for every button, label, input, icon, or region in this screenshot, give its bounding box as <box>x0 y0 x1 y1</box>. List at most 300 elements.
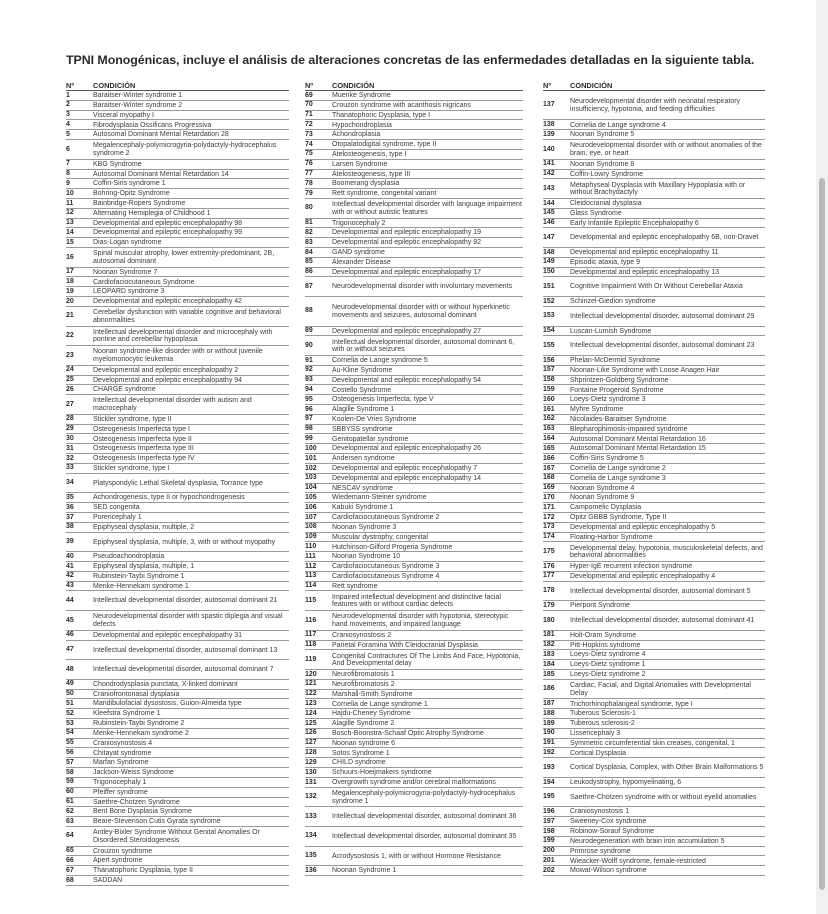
table-row <box>305 415 523 425</box>
table-row <box>543 209 765 219</box>
row-condition: Alternating Hemiplegia of Childhood 1 <box>93 209 211 217</box>
row-number: 39 <box>66 538 74 546</box>
row-condition: Fibrodysplasia Ossificans Progressiva <box>93 121 212 129</box>
row-number: 157 <box>543 366 555 374</box>
header-condition: CONDICIÓN <box>332 81 375 90</box>
table-row <box>66 395 289 415</box>
table-row <box>66 680 289 690</box>
row-condition: Koolen-De Vries Syndrome <box>332 415 417 423</box>
table-row <box>305 248 523 258</box>
table-row <box>305 847 523 867</box>
row-number: 121 <box>305 680 317 688</box>
row-condition: Marfan Syndrome <box>93 759 149 767</box>
row-number: 153 <box>543 312 555 320</box>
row-number: 170 <box>543 493 555 501</box>
row-number: 79 <box>305 189 313 197</box>
row-condition: Atelosteogenesis, type I <box>332 150 407 158</box>
row-condition: Stickler syndrome, type I <box>93 464 170 472</box>
row-condition: Developmental and epileptic encephalopathy 13 <box>570 268 720 276</box>
table-row <box>543 572 765 582</box>
table-row <box>66 582 289 592</box>
table-row <box>543 641 765 651</box>
table-row <box>66 827 289 847</box>
row-number: 198 <box>543 827 555 835</box>
row-number: 48 <box>66 665 74 673</box>
row-number: 126 <box>305 729 317 737</box>
row-number: 159 <box>543 386 555 393</box>
row-number: 143 <box>543 184 555 192</box>
row-number: 102 <box>305 464 317 472</box>
row-number: 65 <box>66 847 74 855</box>
row-number: 150 <box>543 268 555 276</box>
row-number: 66 <box>66 856 74 864</box>
table-row <box>66 856 289 866</box>
row-condition: Developmental and epileptic encephalopathy 31 <box>93 631 243 639</box>
row-number: 82 <box>305 228 313 236</box>
row-condition: Larsen Syndrome <box>332 160 388 168</box>
table-row <box>305 258 523 268</box>
row-condition: Coffin-Siris Syndrome 5 <box>570 455 644 463</box>
table-row <box>66 101 289 111</box>
row-number: 3 <box>66 111 70 119</box>
table-row <box>305 484 523 494</box>
row-condition: Primrose syndrome <box>570 847 631 855</box>
row-condition: Blepharophimosis-impaired syndrome <box>570 425 688 433</box>
row-number: 191 <box>543 739 555 747</box>
row-number: 6 <box>66 145 70 153</box>
table-row <box>66 189 289 199</box>
table-row <box>543 611 765 631</box>
row-number: 115 <box>305 596 317 604</box>
row-number: 84 <box>305 248 313 256</box>
table-row <box>305 150 523 160</box>
row-number: 163 <box>543 425 555 433</box>
table-row <box>66 729 289 739</box>
row-number: 116 <box>305 616 317 624</box>
table-row <box>305 680 523 690</box>
row-condition: Crouzon syndrome with acanthosis nigricans <box>332 101 471 109</box>
row-condition: Cognitive Impairment With Or Without Cerebellar Ataxia <box>570 283 743 291</box>
table-row <box>66 366 289 376</box>
row-number: 117 <box>305 631 317 639</box>
table-row <box>66 493 289 503</box>
row-number: 132 <box>305 793 317 801</box>
row-number: 199 <box>543 837 555 845</box>
table-row <box>543 778 765 788</box>
row-condition: Neurodevelopmental disorder with involuntary movements <box>332 283 513 291</box>
table-row <box>305 434 523 444</box>
row-condition: Neurodevelopmental disorder with spastic diplegia and visual defects <box>93 613 283 628</box>
row-number: 161 <box>543 405 555 413</box>
table-row <box>543 856 765 866</box>
row-condition: Apert syndrome <box>93 857 143 865</box>
row-condition: Saethre-Chotzen syndrome with or without eyelid anomalies <box>570 793 757 801</box>
table-row <box>305 533 523 543</box>
table-row <box>543 542 765 562</box>
row-number: 139 <box>543 130 555 138</box>
table-row <box>543 680 765 700</box>
row-number: 59 <box>66 778 74 786</box>
row-number: 195 <box>543 793 555 801</box>
row-number: 106 <box>305 503 317 511</box>
row-number: 71 <box>305 111 313 119</box>
table-row <box>66 533 289 553</box>
row-number: 16 <box>66 253 74 261</box>
table-row <box>543 120 765 130</box>
row-number: 110 <box>305 543 317 550</box>
row-condition: Developmental and epileptic encephalopathy 94 <box>93 376 243 384</box>
row-condition: KBG Syndrome <box>93 160 142 168</box>
row-condition: Developmental and epileptic encephalopathy 19 <box>332 229 482 237</box>
row-condition: Fontaine Progeroid Syndrome <box>570 386 664 394</box>
row-number: 57 <box>66 758 74 766</box>
row-condition: Chondrodysplasia punctata, X-linked dominant <box>93 680 238 688</box>
row-condition: Intellectual developmental disorder, autosomal dominant 23 <box>570 342 755 350</box>
table-row <box>305 454 523 464</box>
row-number: 179 <box>543 601 555 609</box>
row-number: 169 <box>543 484 555 492</box>
row-condition: Noonan Syndrome 7 <box>93 268 158 276</box>
row-number: 173 <box>543 523 555 531</box>
row-number: 7 <box>66 160 70 168</box>
row-number: 30 <box>66 435 74 443</box>
table-row <box>305 385 523 395</box>
row-number: 54 <box>66 729 74 737</box>
row-condition: Noonan syndrome-like disorder with or without juvenile myelomonocytic leukemia <box>93 348 263 363</box>
row-number: 81 <box>305 219 313 227</box>
row-number: 107 <box>305 513 317 521</box>
row-condition: Trigonocephaly 1 <box>93 778 147 786</box>
table-row <box>66 238 289 248</box>
table-row <box>543 474 765 484</box>
table-row <box>66 179 289 189</box>
table-row <box>305 807 523 827</box>
table-row <box>543 434 765 444</box>
row-number: 177 <box>543 572 555 580</box>
table-row <box>543 484 765 494</box>
row-number: 128 <box>305 749 317 757</box>
table-column-3 <box>543 80 765 876</box>
row-number: 45 <box>66 616 74 624</box>
row-condition: Cardiac, Facial, and Digital Anomalies with Developmental Delay <box>570 681 751 697</box>
row-number: 91 <box>305 356 313 364</box>
table-row <box>543 523 765 533</box>
table-row <box>66 758 289 768</box>
row-number: 141 <box>543 160 555 168</box>
row-condition: Developmental and epileptic encephalopathy 54 <box>332 376 482 384</box>
table-row <box>66 778 289 788</box>
row-number: 99 <box>305 435 313 443</box>
row-condition: Hypochondroplasia <box>332 121 392 129</box>
row-condition: Bainbridge-Ropers Syndrome <box>93 200 186 208</box>
row-condition: Loeys-Dietz syndrome 2 <box>570 671 646 679</box>
table-row <box>66 474 289 494</box>
row-number: 15 <box>66 238 74 246</box>
table-row <box>543 866 765 876</box>
row-condition: Mowat-Wilson syndrome <box>570 867 647 875</box>
table-row <box>66 866 289 876</box>
row-condition: GAND syndrome <box>332 249 385 257</box>
table-row <box>543 268 765 278</box>
row-condition: Intellectual developmental disorder, autosomal dominant 36 <box>332 813 517 821</box>
row-condition: Bohring-Opitz Syndrome <box>93 190 170 198</box>
table-row <box>543 513 765 523</box>
table-row <box>543 327 765 337</box>
table-row <box>66 523 289 533</box>
row-condition: Kleefstra Syndrome 1 <box>93 710 161 718</box>
row-condition: Glass Syndrome <box>570 209 622 217</box>
table-row <box>66 690 289 700</box>
row-number: 29 <box>66 425 74 433</box>
row-number: 58 <box>66 768 74 776</box>
table-row <box>305 366 523 376</box>
row-condition: Cornelia de Lange syndrome 3 <box>570 474 666 482</box>
row-condition: Episodic ataxia, type 9 <box>570 258 641 266</box>
row-condition: Parietal Foramina With Cleidocranial Dysplasia <box>332 641 478 649</box>
row-number: 120 <box>305 670 317 678</box>
row-condition: Cardiofaciocutaneous Syndrome <box>93 278 195 286</box>
row-number: 175 <box>543 547 555 555</box>
row-number: 53 <box>66 719 74 727</box>
row-condition: Rubinstein-Taybi Syndrome 1 <box>93 572 185 580</box>
row-condition: Achondroplasia <box>332 131 381 139</box>
row-condition: Muenke Syndrome <box>332 92 391 100</box>
row-number: 62 <box>66 807 74 815</box>
row-number: 137 <box>543 101 555 109</box>
row-condition: Epiphyseal dysplasia, multiple, 3, with or without myopathy <box>93 538 276 546</box>
row-condition: Trigonocephaly 2 <box>332 219 386 227</box>
table-row <box>305 641 523 651</box>
row-number: 90 <box>305 341 313 349</box>
row-number: 12 <box>66 209 74 217</box>
table-row <box>305 788 523 808</box>
table-row <box>305 513 523 523</box>
table-row <box>66 219 289 229</box>
table-row <box>543 739 765 749</box>
row-number: 123 <box>305 700 317 707</box>
row-number: 5 <box>66 130 70 138</box>
table-row <box>543 297 765 307</box>
table-row <box>66 297 289 307</box>
table-row <box>66 287 289 297</box>
row-number: 129 <box>305 758 317 766</box>
row-condition: Autosomal Dominant Mental Retardation 28 <box>93 131 229 139</box>
row-number: 70 <box>305 101 313 109</box>
row-number: 176 <box>543 562 555 570</box>
row-number: 103 <box>305 474 317 482</box>
table-row <box>66 641 289 661</box>
row-number: 31 <box>66 444 74 452</box>
row-condition: Osteogenesis Imperfecta type II <box>93 435 192 443</box>
row-condition: Megalencephaly-polymicrogyria-polydactyly-hydrocephalus syndrome 1 <box>332 789 516 805</box>
table-row <box>543 366 765 376</box>
table-row <box>543 631 765 641</box>
row-condition: Craniosynostosis 4 <box>93 739 153 747</box>
vertical-scrollbar[interactable] <box>816 0 828 914</box>
table-row <box>66 268 289 278</box>
row-condition: Intellectual developmental disorder, autosomal dominant 41 <box>570 617 755 625</box>
row-condition: Wieacker-Wolff syndrome, female-restricted <box>570 857 706 865</box>
table-row <box>543 307 765 327</box>
row-condition: Holt-Oram Syndrome <box>570 631 637 639</box>
table-row <box>66 768 289 778</box>
row-number: 181 <box>543 631 555 639</box>
table-row <box>543 91 765 120</box>
table-row <box>305 160 523 170</box>
row-condition: Cardiofaciocutaneous Syndrome 2 <box>332 514 440 522</box>
row-condition: Loeys-Dietz syndrome 4 <box>570 651 646 659</box>
row-number: 101 <box>305 454 317 462</box>
table-row <box>305 91 523 101</box>
row-condition: Osteogenesis Imperfecta type I <box>93 425 190 433</box>
table-row <box>305 748 523 758</box>
row-condition: Alagille Syndrome 1 <box>332 406 395 414</box>
row-condition: Intellectual developmental disorder and microcephaly with pontine and cerebellar hypoplasia <box>93 328 273 344</box>
table-row <box>543 425 765 435</box>
table-row <box>66 385 289 395</box>
row-number: 119 <box>305 655 317 663</box>
table-row <box>305 719 523 729</box>
row-number: 162 <box>543 415 555 423</box>
row-number: 26 <box>66 385 74 393</box>
row-condition: Neurodevelopmental disorder with hypotonia, stereotypic hand movements, and impaired language <box>332 613 509 628</box>
table-row <box>66 327 289 347</box>
table-row <box>305 650 523 670</box>
table-row <box>305 699 523 709</box>
row-number: 47 <box>66 646 74 654</box>
row-condition: Muscular dystrophy, congenital <box>332 533 428 541</box>
row-number: 130 <box>305 768 317 776</box>
table-row <box>305 120 523 130</box>
row-condition: Intellectual developmental disorder, autosomal dominant 29 <box>570 312 755 320</box>
table-row <box>543 160 765 170</box>
scrollbar-thumb[interactable] <box>819 178 825 890</box>
row-condition: Osteogenesis Imperfecta type IV <box>93 455 195 463</box>
row-condition: Craniofrontonasal dysplasia <box>93 690 180 698</box>
row-condition: Thanatophoric Dysplasia, type II <box>93 867 193 875</box>
row-condition: Lissencephaly 3 <box>570 729 621 737</box>
row-condition: Neurodevelopmental disorder with neonatal respiratory insufficiency, hypotonia, and feeding difficulties <box>570 98 741 113</box>
row-condition: Coffin-Siris syndrome 1 <box>93 180 166 188</box>
row-condition: Bent Bone Dysplasia Syndrome <box>93 808 192 816</box>
row-number: 73 <box>305 130 313 138</box>
row-condition: Crouzon syndrome <box>93 847 153 855</box>
row-number: 136 <box>305 866 317 874</box>
table-row <box>305 631 523 641</box>
row-condition: Intellectual developmental disorder with autism and macrocephaly <box>93 397 252 412</box>
row-number: 13 <box>66 219 74 227</box>
row-condition: Pfeiffer syndrome <box>93 788 148 796</box>
row-number: 85 <box>305 258 313 266</box>
row-number: 190 <box>543 729 555 737</box>
table-row <box>305 376 523 386</box>
row-number: 194 <box>543 778 555 786</box>
row-condition: SBBYSS syndrome <box>332 425 393 433</box>
row-number: 142 <box>543 170 555 178</box>
row-condition: Platyspondylic Lethal Skeletal dysplasia, Torrance type <box>93 479 263 487</box>
row-condition: Marshall-Smith Syndrome <box>332 690 413 698</box>
table-row <box>543 228 765 248</box>
table-row <box>543 493 765 503</box>
row-condition: Developmental and epileptic encephalopathy 6B, non-Dravet <box>570 234 759 242</box>
table-row <box>305 277 523 297</box>
table-row <box>543 415 765 425</box>
row-number: 193 <box>543 763 555 771</box>
row-condition: Phelan-McDermid Syndrome <box>570 357 660 365</box>
table-row <box>66 876 289 886</box>
row-number: 138 <box>543 121 555 129</box>
table-row <box>543 130 765 140</box>
row-number: 164 <box>543 435 555 443</box>
row-condition: Developmental and epileptic encephalopathy 4 <box>570 572 716 580</box>
row-condition: Hyper-IgE recurrent infection syndrome <box>570 563 693 571</box>
table-column-1 <box>66 80 289 886</box>
header-number: Nº <box>543 81 552 90</box>
row-number: 72 <box>305 121 313 129</box>
table-row <box>305 690 523 700</box>
row-condition: Intellectual developmental disorder with language impairment with or without autistic features <box>332 201 522 216</box>
table-row <box>66 591 289 611</box>
row-number: 118 <box>305 641 317 649</box>
table-row <box>543 788 765 808</box>
row-condition: Developmental and epileptic encephalopathy 14 <box>332 474 482 482</box>
row-number: 127 <box>305 739 317 747</box>
row-number: 38 <box>66 523 74 531</box>
table-row <box>305 199 523 219</box>
table-row <box>543 650 765 660</box>
row-condition: Neurodevelopmental disorder with or without anomalies of the brain, eye, or heart <box>570 142 762 157</box>
row-condition: Otopalatodigital syndrome, type II <box>332 141 437 149</box>
table-row <box>543 258 765 268</box>
row-number: 21 <box>66 312 74 320</box>
row-number: 63 <box>66 817 74 825</box>
table-row <box>305 778 523 788</box>
row-condition: Alexander Disease <box>332 258 391 266</box>
row-condition: Autosomal Dominant Mental Retardation 15 <box>570 445 706 453</box>
row-condition: Epiphyseal dysplasia, multiple, 1 <box>93 563 195 571</box>
table-rows <box>305 91 523 876</box>
table-row <box>66 228 289 238</box>
row-condition: Congenital Contractures Of The Limbs And Face, Hypotonia, And Developmental delay <box>332 652 521 668</box>
row-number: 24 <box>66 366 74 374</box>
row-number: 60 <box>66 788 74 796</box>
header-number: Nº <box>66 81 75 90</box>
row-condition: Developmental delay, hypotonia, musculoskeletal defects, and behavioral abnormalities <box>570 544 763 560</box>
row-number: 50 <box>66 690 74 698</box>
row-condition: Noonan Syndrome 5 <box>570 131 635 139</box>
row-condition: Cortical Dysplasia, Complex, with Other Brain Malformations 5 <box>570 764 764 772</box>
header-number: Nº <box>305 81 314 90</box>
table-row <box>66 454 289 464</box>
row-condition: Pseudoachondroplasia <box>93 553 165 561</box>
row-number: 46 <box>66 631 74 639</box>
table-row <box>66 140 289 160</box>
row-condition: Neurodevelopmental disorder with or without hyperkinetic movements and seizures, autosomal dominant <box>332 304 510 319</box>
table-row <box>543 758 765 778</box>
row-number: 51 <box>66 699 74 707</box>
row-condition: Acrodysostosis 1, with or without Hormone Resistance <box>332 852 501 860</box>
table-row <box>66 699 289 709</box>
row-number: 104 <box>305 484 317 492</box>
table-row <box>66 788 289 798</box>
row-number: 49 <box>66 680 74 688</box>
row-number: 36 <box>66 503 74 511</box>
row-number: 19 <box>66 287 74 295</box>
row-condition: Shprintzen-Goldberg Syndrome <box>570 376 669 384</box>
row-condition: Cardiofaciocutaneous Syndrome 4 <box>332 572 440 580</box>
row-condition: Developmental and epileptic encephalopathy 27 <box>332 327 482 335</box>
row-condition: Kabuki Syndrome 1 <box>332 504 394 512</box>
